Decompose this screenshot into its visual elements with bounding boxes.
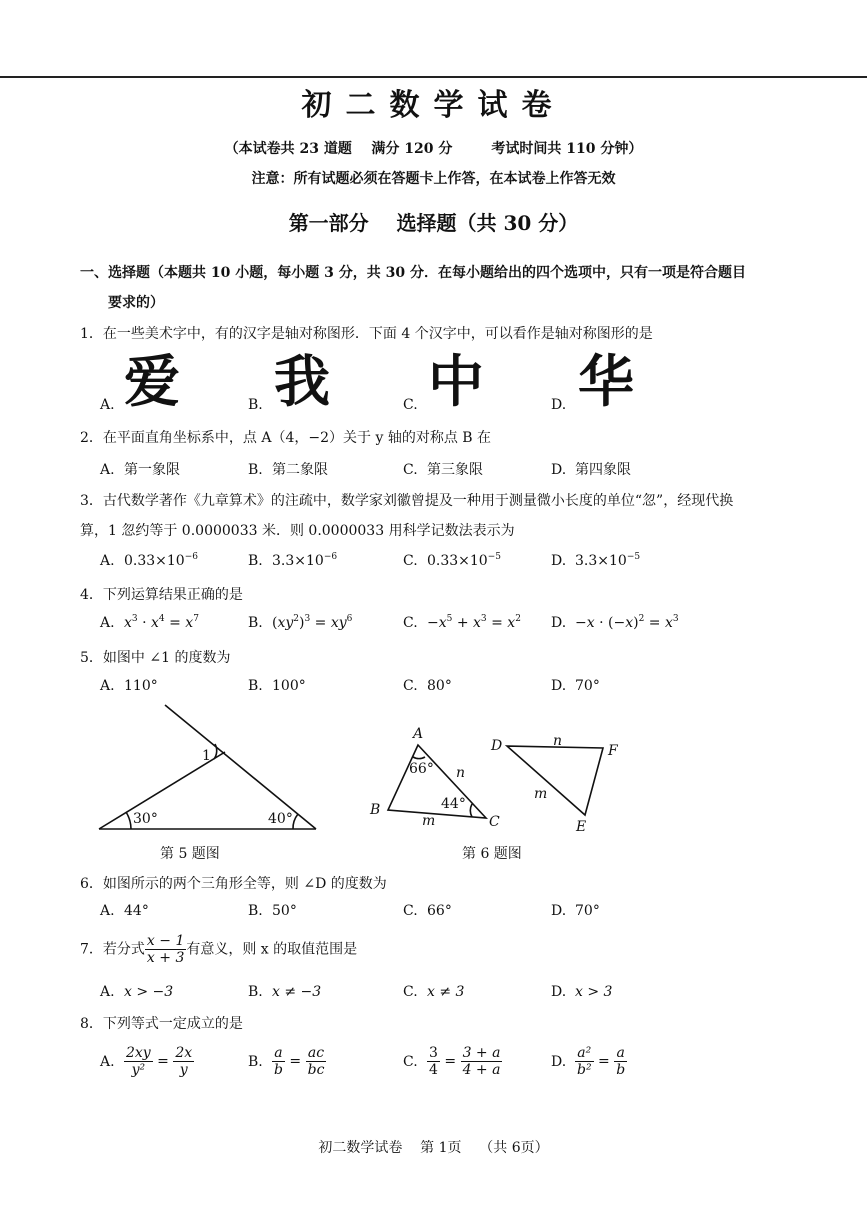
question-4-stem: 4．下列运算结果正确的是	[80, 587, 243, 603]
option-a: A. $\frac{2xy}{\text{y²}}$ = $\frac{2x}{y}$	[100, 1045, 193, 1078]
page-footer: 初二数学试卷 第 1页 （共 6页）	[318, 1140, 549, 1156]
option-c: C. $-x^5 + x^3 = x^2$	[403, 614, 521, 631]
question-5-stem: 5．如图中 ∠1 的度数为	[80, 650, 231, 666]
fig6-side-m1: m	[422, 813, 436, 829]
option-d: D. $-x \cdot (-x)^2 = x^3$	[551, 614, 679, 631]
fig6-side-n1: n	[456, 765, 466, 781]
option-c-label: C.	[403, 397, 418, 413]
option-a: A. 44°	[100, 903, 149, 919]
option-a: A. $x^3 \cdot x^4 = x^7$	[100, 614, 199, 631]
option-d: D. x > 3	[551, 984, 613, 1000]
option-a: A. 第一象限	[100, 462, 180, 478]
question-6-stem: 6．如图所示的两个三角形全等，则 ∠D 的度数为	[80, 876, 387, 892]
option-b-char: 我	[274, 350, 330, 415]
fig6-label-a: A	[413, 726, 424, 742]
option-a-char: 爱	[124, 350, 180, 415]
option-d: D. 第四象限	[551, 462, 631, 478]
option-b: B. 第二象限	[248, 462, 328, 478]
section-intro-line1: 一、选择题（本题共 10 小题，每小题 3 分，共 30 分．在每小题给出的四个选项中，只有一项是符合题目	[80, 265, 746, 281]
option-c-char: 中	[428, 350, 484, 415]
option-b: B. 100°	[248, 678, 306, 694]
section-intro-line2: 要求的）	[108, 295, 164, 311]
option-d: D. 70°	[551, 678, 600, 694]
option-c: C. $\frac{3}{4}$ = $\frac{3 + a}{4 + a}$	[403, 1045, 501, 1078]
exam-notice: 注意：所有试题必须在答题卡上作答，在本试卷上作答无效	[251, 171, 616, 187]
figure-6-labels	[369, 726, 619, 835]
exam-title: 初二数学试卷	[301, 88, 566, 123]
option-c: C. 第三象限	[403, 462, 483, 478]
option-c: C. 80°	[403, 678, 452, 694]
fig5-angle-30: 30°	[133, 811, 158, 827]
option-a: A. 110°	[100, 678, 158, 694]
option-a-label: A.	[100, 397, 115, 413]
option-d-char: 华	[578, 350, 634, 415]
option-d: D. 70°	[551, 903, 600, 919]
option-c: C. 66°	[403, 903, 452, 919]
question-1-stem: 1．在一些美术字中，有的汉字是轴对称图形．下面 4 个汉字中，可以看作是轴对称图形的是	[80, 326, 653, 342]
q7-fraction: $\frac{x - 1}{x + 3}$	[146, 933, 185, 966]
exam-info: （本试卷共 23 道题 满分 120 分 考试时间共 110 分钟）	[224, 141, 643, 157]
part-title: 第一部分 选择题（共 30 分）	[288, 211, 579, 235]
fig6-caption: 第 6 题图	[462, 846, 522, 862]
fig5-angle-1: 1	[202, 748, 211, 764]
fig6-label-c: C	[489, 814, 500, 830]
fig5-arc-40	[293, 814, 298, 829]
fig6-angle-a: 66°	[409, 761, 434, 777]
fig6-side-m2: m	[534, 786, 548, 802]
fig6-label-b: B	[370, 802, 381, 818]
option-d: D. $3.3\times 10^{-5}$	[551, 552, 641, 569]
option-b: B. x ≠ −3	[248, 984, 322, 1000]
option-d-label: D.	[551, 397, 567, 413]
fig6-angle-c: 44°	[441, 796, 466, 812]
question-7-stem: 7．若分式 $\frac{x - 1}{x + 3}$ 有意义，则 x 的取值范围是	[80, 933, 358, 966]
option-b: B. 50°	[248, 903, 297, 919]
option-c: C. x ≠ 3	[403, 984, 465, 1000]
fig6-label-e: E	[576, 819, 587, 835]
fig6-side-n2: n	[553, 733, 563, 749]
fig6-label-d: D	[491, 738, 503, 754]
question-3-stem-line2: 算，1 忽约等于 0.0000033 米．则 0.0000033 用科学记数法表示为	[80, 523, 515, 539]
option-b: B. $\frac{a}{b}$ = $\frac{ac}{bc}$	[248, 1045, 325, 1078]
option-b-label: B.	[248, 397, 263, 413]
figure-6	[388, 745, 603, 818]
fig6-label-f: F	[608, 743, 618, 759]
fig5-caption: 第 5 题图	[160, 846, 220, 862]
option-c: C. $0.33\times 10^{-5}$	[403, 552, 501, 569]
fig5-angle-40: 40°	[268, 811, 293, 827]
option-b: B. $3.3\times 10^{-6}$	[248, 552, 338, 569]
question-3-stem-line1: 3．古代数学著作《九章算术》的注疏中，数学家刘徽曾提及一种用于测量微小长度的单位“忽”，经现代换	[80, 493, 734, 509]
question-2-stem: 2．在平面直角坐标系中，点 A（4，−2）关于 y 轴的对称点 B 在	[80, 430, 492, 446]
option-b: B. $(xy^2)^3 = xy^6$	[248, 614, 353, 631]
option-a: A. $0.33\times 10^{-6}$	[100, 552, 198, 569]
fig5-arc-30	[126, 812, 131, 829]
option-a: A. x > −3	[100, 984, 174, 1000]
fig6-arc-a	[413, 757, 425, 759]
option-d: D. $\frac{\text{a²}}{\text{b²}}$ = $\frac{a}{b}$	[551, 1045, 626, 1078]
fig6-arc-c	[470, 804, 472, 817]
fig6-triangle-def	[507, 746, 603, 815]
fig5-right-line	[165, 705, 316, 829]
question-8-stem: 8．下列等式一定成立的是	[80, 1016, 243, 1032]
